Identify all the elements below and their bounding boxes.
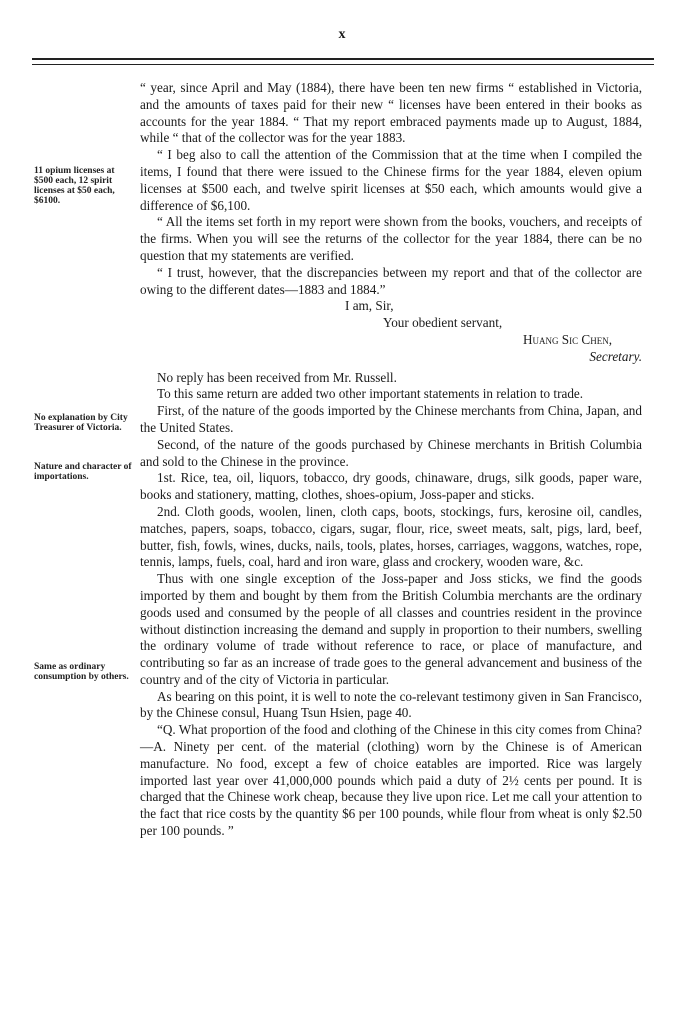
paragraph-items-shown: “ All the items set forth in my report were shown from the books, vouchers, and receipts of the firms. When you will see the returns of the collector for the year 1884, there can be no question that my statements are verified. bbox=[140, 214, 642, 263]
header-rule-thin bbox=[32, 64, 654, 65]
paragraph-second-nature: Second, of the nature of the goods purchased by Chinese merchants in British Columbia and sold to the Chinese in the province. bbox=[140, 436, 642, 469]
margin-note-ordinary-consumption: Same as ordinary consumption by others. bbox=[34, 662, 129, 682]
paragraph-first-nature: First, of the nature of the goods imported by the Chinese merchants from China, Japan, and the United States. bbox=[140, 403, 642, 435]
page-number: x bbox=[338, 27, 346, 42]
paragraph-no-reply: No reply has been received from Mr. Russell. bbox=[157, 369, 397, 385]
paragraph-list-first: 1st. Rice, tea, oil, liquors, tobacco, dry goods, chinaware, drugs, silk goods, paper ware, books and stationery, matting, clothes, shoes-opium, Joss-paper and sticks. bbox=[140, 470, 642, 503]
signature-name: Huang Sic Chen, bbox=[522, 331, 612, 347]
paragraph-two-statements: To this same return are added two other important statements in relation to trade. bbox=[157, 386, 584, 402]
letter-closing bbox=[140, 298, 642, 365]
margin-note-no-explanation: No explanation by City Treasurer of Victoria. bbox=[34, 413, 128, 433]
closing-salutation: I am, Sir, bbox=[345, 298, 394, 314]
signature-title: Secretary. bbox=[589, 348, 642, 364]
paragraph-question-answer: “Q. What proportion of the food and clothing of the Chinese in this city comes from China?—A. Ninety per cent. of the material (clothing) worn by the Chinese is of American manufacture. No food, except a few of choice eatables are imported. Rice was largely imported last year over 41,000,000 pounds which paid a duty of 2½ cents per pound. It is charged that the Chinese work cheap, because they live upon rice. Let me call your attention to the fact that rice costs by the quantity $6 per 100 pounds, while flour from wheat is only $2.50 per 100 pounds. ” bbox=[140, 722, 642, 839]
paragraph-new-firms: “ year, since April and May (1884), there have been ten new firms “ established in Victoria, and the amounts of taxes paid for their new “ licenses have been entered in their books as accounts for the year 1884. “ That my report embraced payments made up to August, 1884, while “ that of the collector was for the year 1883. bbox=[140, 80, 642, 146]
paragraph-single-exception: Thus with one single exception of the Joss-paper and Joss sticks, we find the goods imported by them and bought by them from the British Columbia merchants are the ordinary goods used and consumed by the people of all classes and countries resident in the province without distinction increasing the demand and supply in proportion to their numbers, swelling the ordinary volume of trade without reference to race, or place of manufacture, and contributing so far as an increase of trade goes to the general advancement and business of the country and of the city of Victoria in particular. bbox=[140, 571, 642, 687]
main-text bbox=[140, 80, 642, 840]
paragraph-list-second: 2nd. Cloth goods, woolen, linen, cloth caps, boots, stockings, furs, kerosine oil, candles, matches, papers, soaps, tobacco, cigars, sugar, flour, rice, sweet meats, salt, pigs, lard, beef, butter, fish, fowls, wines, ducks, nails, tools, plates, horses, carriages, waggons, watches, rope, tennis, lamps, fuels, coal, hard and iron ware, glass and crockery, wooden ware, &c. bbox=[140, 503, 642, 570]
paragraph-testimony: As bearing on this point, it is well to note the co-relevant testimony given in San Francisco, by the Chinese consul, Huang Tsun Hsien, page 40. bbox=[140, 688, 642, 721]
margin-note-nature-of-importations: Nature and character of importations. bbox=[34, 462, 132, 482]
closing-obedient-servant: Your obedient servant, bbox=[383, 315, 503, 331]
header-rule-thick bbox=[32, 58, 654, 60]
paragraph-discrepancies: “ I trust, however, that the discrepancies between my report and that of the collector are owing to the different dates—1883 and 1884.” bbox=[140, 264, 642, 297]
margin-note-opium-licenses: 11 opium licenses at $500 each, 12 spirit licenses at $50 each, $6100. bbox=[34, 166, 115, 206]
paragraph-licenses: “ I beg also to call the attention of the Commission that at the time when I compiled the items, I found that there were issued to the Chinese firms for the year 1884, eleven opium licenses at $500 each, and twelve spirit licenses at $50 each, which amounts would give a difference of $6,100. bbox=[140, 147, 642, 213]
